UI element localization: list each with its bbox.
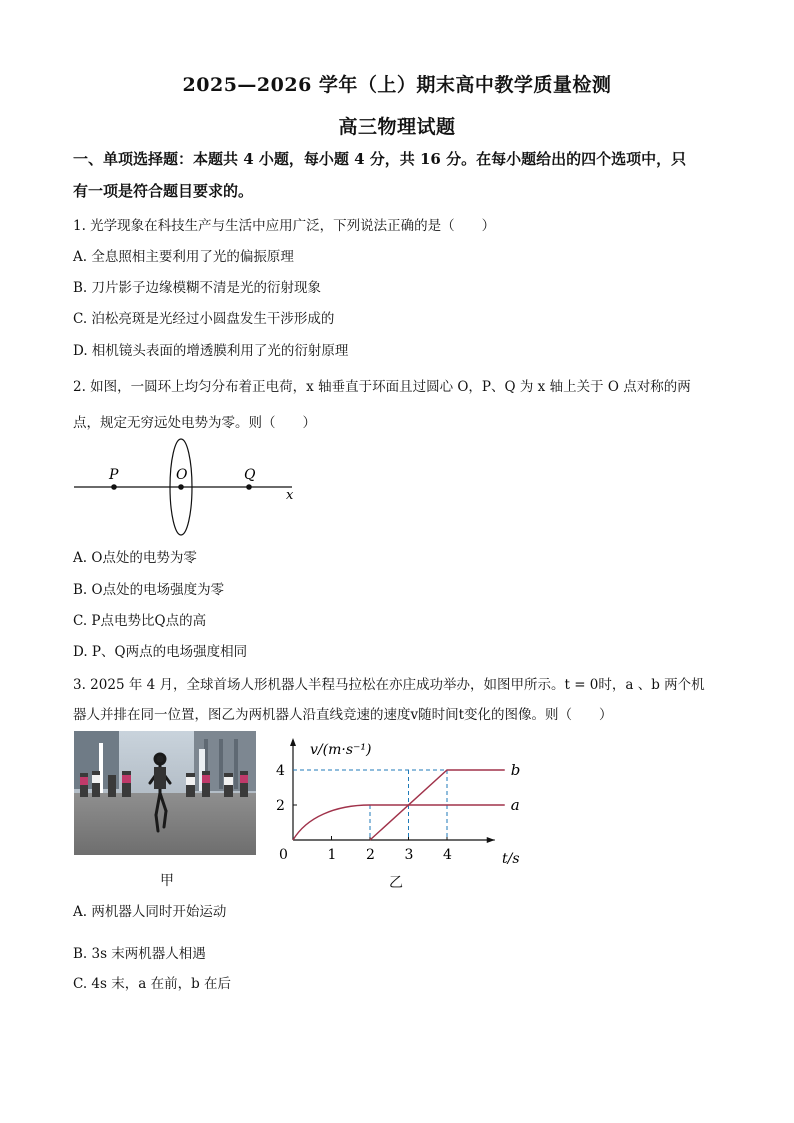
x-tick-label: 4 xyxy=(443,847,452,863)
robot-marathon-photo xyxy=(74,731,256,855)
q2-stem-line1: 2. 如图，一圆环上均匀分布着正电荷，x 轴垂直于环面且过圆心 O，P、Q 为 x 轴上关于 O 点对称的两 xyxy=(73,379,691,395)
section-heading-line1: 一、单项选择题：本题共 4 小题，每小题 4 分，共 16 分。在每小题给出的四个选项中，只 xyxy=(73,150,687,168)
q2-option-c: C. P点电势比Q点的高 xyxy=(73,613,207,629)
q2-option-d: D. P、Q两点的电场强度相同 xyxy=(73,644,248,660)
series-a-line xyxy=(293,805,505,840)
point-q xyxy=(246,484,252,490)
chart-ylabel: v/(m·s⁻¹) xyxy=(310,742,372,758)
series-a-label: a xyxy=(510,796,520,814)
q1-option-d: D. 相机镜头表面的增透膜利用了光的衍射原理 xyxy=(73,343,349,359)
q3-stem-line1: 3. 2025 年 4 月，全球首场人形机器人半程马拉松在亦庄成功举办，如图甲所示。t = 0时，a 、b 两个机 xyxy=(73,677,705,693)
q3-option-c: C. 4s 末，a 在前，b 在后 xyxy=(73,976,232,992)
section-heading-line2: 有一项是符合题目要求的。 xyxy=(73,182,254,200)
exam-subtitle: 高三物理试题 xyxy=(338,116,456,138)
label-p: P xyxy=(109,467,119,483)
label-x: x xyxy=(286,488,294,503)
velocity-time-graph xyxy=(272,732,522,864)
q1-option-b: B. 刀片影子边缘模糊不清是光的衍射现象 xyxy=(73,280,322,296)
exam-title: 2025—2026 学年（上）期末高中教学质量检测 xyxy=(182,74,612,96)
t-axis-arrow xyxy=(487,837,495,843)
q1-stem: 1. 光学现象在科技生产与生活中应用广泛，下列说法正确的是（ ） xyxy=(73,218,496,234)
q2-option-b: B. O点处的电场强度为零 xyxy=(73,582,225,598)
ring-charge-figure xyxy=(70,432,310,540)
chart-xlabel: t/s xyxy=(502,851,520,864)
q3-option-a: A. 两机器人同时开始运动 xyxy=(73,904,227,920)
q2-stem-line2: 点，规定无穷远处电势为零。则（ ） xyxy=(73,415,316,431)
caption-yi: 乙 xyxy=(389,875,403,891)
q1-option-a: A. 全息照相主要利用了光的偏振原理 xyxy=(73,249,294,265)
q3-option-b: B. 3s 末两机器人相遇 xyxy=(73,946,206,962)
q2-option-a: A. O点处的电势为零 xyxy=(73,550,197,566)
v-axis-arrow xyxy=(290,738,296,746)
x-tick-label: 3 xyxy=(404,847,414,863)
caption-jia: 甲 xyxy=(160,873,174,889)
q1-option-c: C. 泊松亮斑是光经过小圆盘发生干涉形成的 xyxy=(73,311,335,327)
point-p xyxy=(111,484,117,490)
y-tick-label: 4 xyxy=(276,763,285,779)
x-tick-label: 0 xyxy=(279,847,288,863)
label-q: Q xyxy=(244,467,256,483)
label-o: O xyxy=(176,467,188,483)
x-tick-label: 2 xyxy=(366,847,375,863)
point-o xyxy=(178,484,184,490)
x-tick-label: 1 xyxy=(327,847,337,863)
series-b-label: b xyxy=(510,761,521,779)
y-tick-label: 2 xyxy=(276,798,285,814)
q3-stem-line2: 器人并排在同一位置，图乙为两机器人沿直线竞速的速度v随时间t变化的图像。则（ ） xyxy=(73,707,613,723)
